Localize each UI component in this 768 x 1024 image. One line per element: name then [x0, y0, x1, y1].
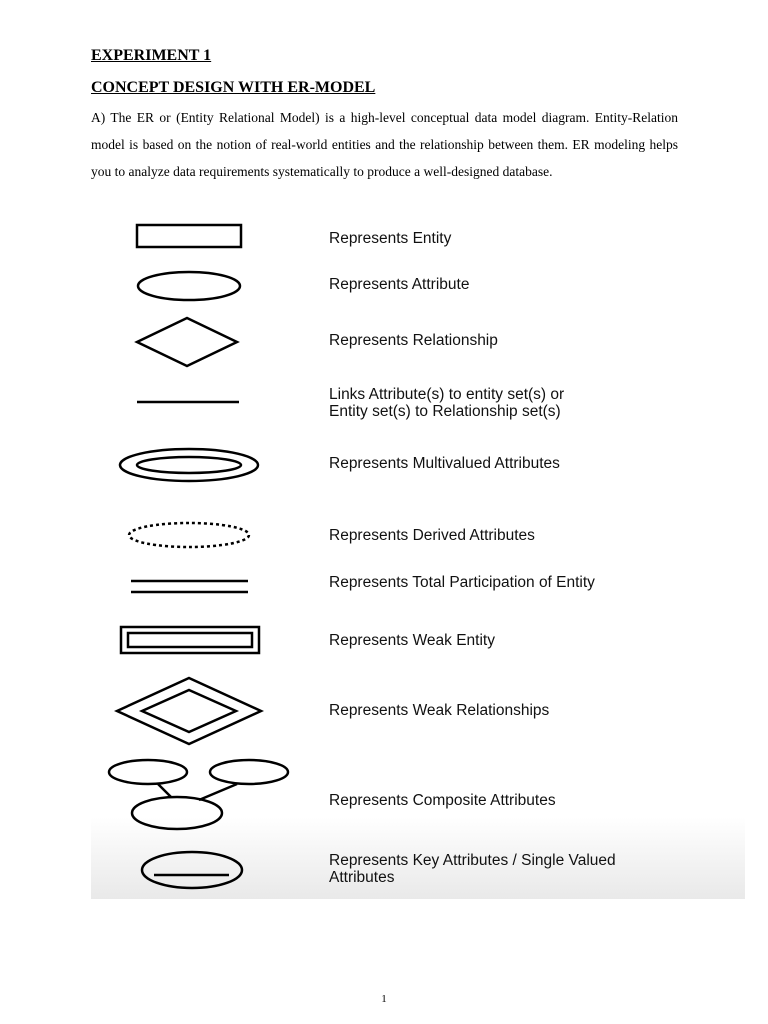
derived-attribute-icon — [129, 523, 249, 547]
weak-relationship-icon — [117, 678, 261, 744]
legend-label-composite: Represents Composite Attributes — [329, 792, 556, 809]
relationship-diamond-icon — [137, 318, 237, 366]
legend-label-multivalued: Represents Multivalued Attributes — [329, 455, 560, 472]
intro-marker: A) — [91, 110, 106, 125]
experiment-heading: EXPERIMENT 1 — [91, 47, 212, 64]
legend-label-derived: Represents Derived Attributes — [329, 527, 535, 544]
composite-attribute-icon — [109, 760, 288, 829]
intro-text: The ER or (Entity Relational Model) is a high-level conceptual data model diagram. Entity-Relation model is based on the notion of real-world entities and the relationship between them. ER modeling helps you to analyze data requirements systematically to produce a well-designed database. — [91, 110, 678, 179]
multivalued-attribute-icon — [120, 449, 258, 481]
key-attribute-icon — [142, 852, 242, 888]
section-title: CONCEPT DESIGN WITH ER-MODEL — [91, 79, 376, 96]
legend-label-attribute: Represents Attribute — [329, 276, 470, 293]
entity-rectangle-icon — [137, 225, 241, 247]
legend-label-link: Links Attribute(s) to entity set(s) or Entity set(s) to Relationship set(s) — [329, 386, 565, 420]
legend-label-entity: Represents Entity — [329, 230, 452, 247]
weak-entity-icon — [121, 627, 259, 653]
er-symbol-legend — [91, 217, 745, 899]
legend-label-total-participation: Represents Total Participation of Entity — [329, 574, 595, 591]
attribute-ellipse-icon — [138, 272, 240, 300]
legend-label-weak-relationship: Represents Weak Relationships — [329, 702, 550, 719]
legend-label-weak-entity: Represents Weak Entity — [329, 632, 495, 649]
page-number: 1 — [381, 993, 387, 1005]
total-participation-icon — [131, 581, 248, 592]
legend-label-key-attribute: Represents Key Attributes / Single Valued Attributes — [329, 852, 616, 886]
legend-label-relationship: Represents Relationship — [329, 332, 498, 349]
intro-paragraph — [91, 104, 678, 185]
